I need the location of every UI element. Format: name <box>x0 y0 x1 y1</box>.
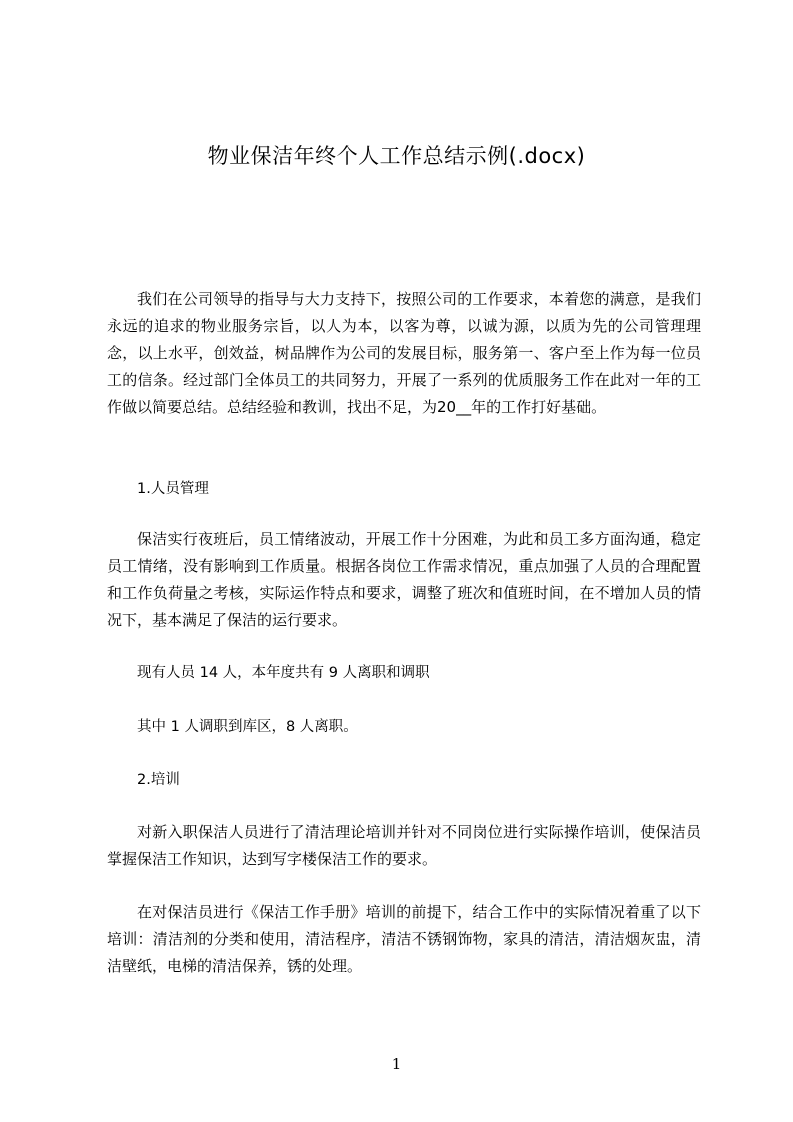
section2-block-2 <box>107 899 701 980</box>
section2-paragraph-2: 在对保洁员进行《保洁工作手册》培训的前提下，结合工作中的实际情况着重了以下培训：清洁剂的分类和使用，清洁程序，清洁不锈钢饰物，家具的清洁，清洁烟灰盅，清洁壁纸，电梯的清洁保养，锈的处理。 <box>107 903 701 975</box>
page-number: 1 <box>391 1055 402 1073</box>
section2-block-1 <box>107 819 701 873</box>
transfer-line: 其中 1 人调职到库区，8 人离职。 <box>137 719 358 735</box>
section1-heading: 1.人员管理 <box>137 481 209 497</box>
section2-paragraph-1: 对新入职保洁人员进行了清洁理论培训并针对不同岗位进行实际操作培训，使保洁员掌握保洁工作知识，达到写字楼保洁工作的要求。 <box>107 823 701 868</box>
intro-block <box>107 286 701 421</box>
staff-count-line: 现有人员 14 人，本年度共有 9 人离职和调职 <box>137 665 430 681</box>
section2-heading: 2.培训 <box>137 772 180 788</box>
section1-paragraph: 保洁实行夜班后，员工情绪波动，开展工作十分困难，为此和员工多方面沟通，稳定员工情绪，没有影响到工作质量。根据各岗位工作需求情况，重点加强了人员的合理配置和工作负荷量之考核，实际运作特点和要求，调整了班次和值班时间，在不增加人员的情况下，基本满足了保洁的运行要求。 <box>107 530 701 629</box>
section1-block <box>107 526 701 634</box>
intro-paragraph: 我们在公司领导的指导与大力支持下，按照公司的工作要求，本着您的满意，是我们永远的追求的物业服务宗旨，以人为本，以客为尊，以诚为源，以质为先的公司管理理念，以上水平，创效益，树品牌作为公司的发展目标，服务第一、客户至上作为每一位员工的信条。经过部门全体员工的共同努力，开展了一系列的优质服务工作在此对一年的工作做以简要总结。总结经验和教训，找出不足，为20__年的工作打好基础。 <box>107 290 701 416</box>
document-title: 物业保洁年终个人工作总结示例(.docx) <box>207 144 586 168</box>
